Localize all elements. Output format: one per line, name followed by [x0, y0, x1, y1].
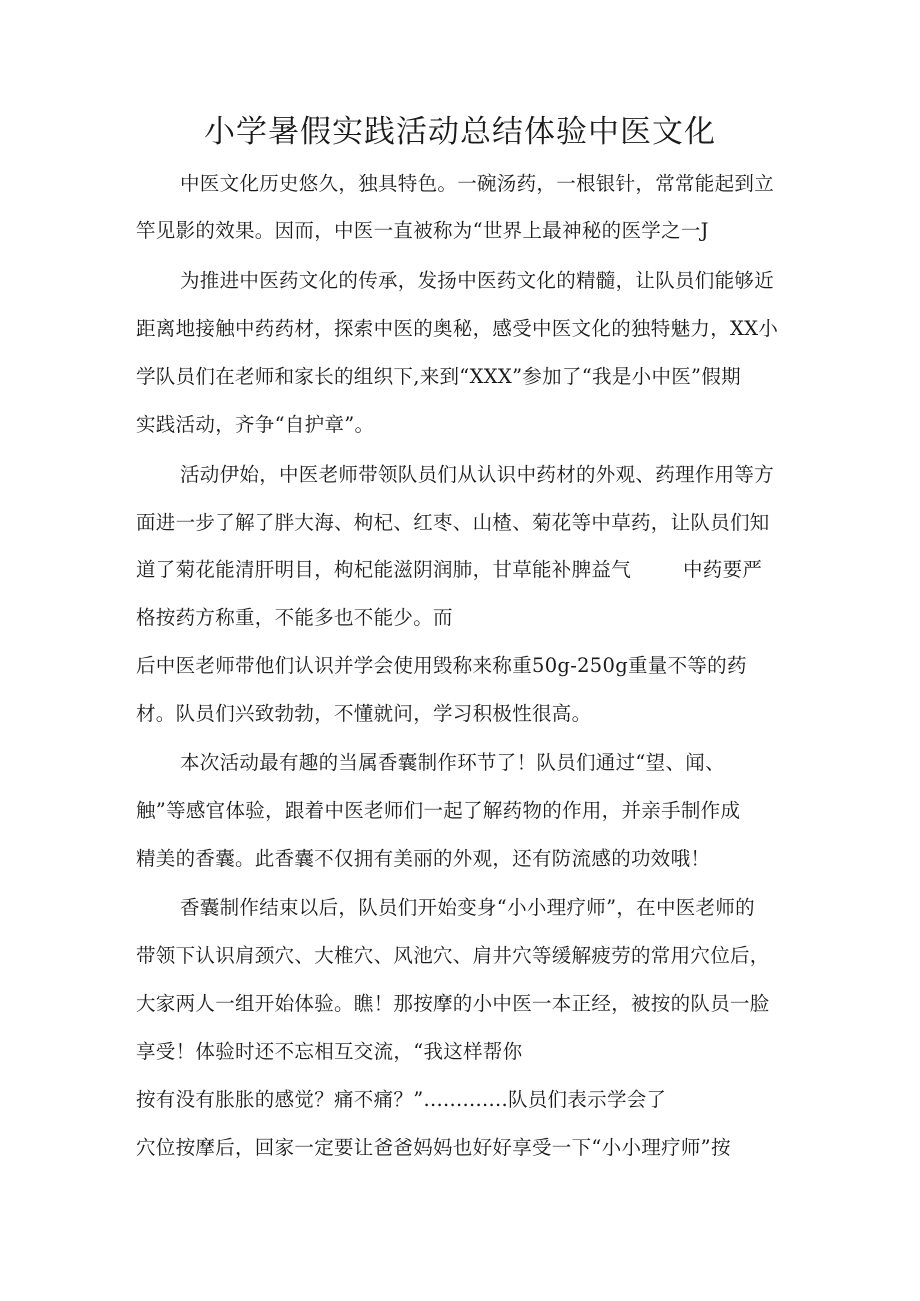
paragraph-1-line-1: 中医文化历史悠久，独具特色。一碗汤药，一根银针，常常能起到立 [180, 172, 775, 195]
paragraph-2-line-1: 为推进中医药文化的传承，发扬中医药文化的精髓，让队员们能够近 [180, 269, 775, 292]
paragraph-3-line-6: 材。队员们兴致勃勃，不懂就问，学习积极性很高。 [136, 702, 592, 725]
paragraph-5-line-4: 享受！体验时还不忘相互交流，“我这样帮你 [136, 1040, 523, 1063]
paragraph-3-line-3: 道了菊花能清肝明目，枸杞能滋阴润肺，甘草能补脾益气 中药要严 [136, 558, 763, 581]
paragraph-5-line-2: 带领下认识肩颈穴、大椎穴、风池穴、肩井穴等缓解疲劳的常用穴位后， [136, 944, 770, 967]
paragraph-3-line-1: 活动伊始，中医老师带领队员们从认识中药材的外观、药理作用等方 [180, 463, 775, 486]
document-title: 小学暑假实践活动总结体验中医文化 [204, 114, 716, 150]
paragraph-5-line-6: 穴位按摩后，回家一定要让爸爸妈妈也好好享受一下“小小理疗师”按 [136, 1136, 731, 1159]
paragraph-4-line-2: 触”等感官体验，跟着中医老师们一起了解药物的作用，并亲手制作成 [136, 799, 741, 822]
paragraph-2-line-4: 实践活动，齐争“自护章”。 [136, 413, 375, 436]
paragraph-5-line-5: 按有没有胀胀的感觉？痛不痛？”.............队员们表示学会了 [136, 1088, 667, 1111]
paragraph-3-line-5: 后中医老师带他们认识并学会使用毁称来称重50g-250g重量不等的药 [136, 654, 747, 677]
paragraph-2-line-2: 距离地接触中药药材，探索中医的奥秘，感受中医文化的独特魅力，XX小 [136, 317, 779, 340]
paragraph-3-line-4: 格按药方称重，不能多也不能少。而 [136, 606, 453, 629]
paragraph-2-line-3: 学队员们在老师和家长的组织下,来到“XXX”参加了“我是小中医”假期 [136, 365, 741, 388]
paragraph-4-line-1: 本次活动最有趣的当属香囊制作环节了！队员们通过“望、闻、 [180, 751, 725, 774]
paragraph-1-line-2: 竿见影的效果。因而，中医一直被称为“世界上最神秘的医学之一J [136, 219, 709, 242]
paragraph-3-line-2: 面进一步了解了胖大海、枸杞、红枣、山楂、菊花等中草药，让队员们知 [136, 511, 770, 534]
paragraph-5-line-3: 大家两人一组开始体验。瞧！那按摩的小中医一本正经，被按的队员一脸 [136, 992, 770, 1015]
paragraph-4-line-3: 精美的香囊。此香囊不仅拥有美丽的外观，还有防流感的功效哦！ [136, 847, 711, 870]
paragraph-5-line-1: 香囊制作结束以后，队员们开始变身“小小理疗师”，在中医老师的 [180, 896, 755, 919]
